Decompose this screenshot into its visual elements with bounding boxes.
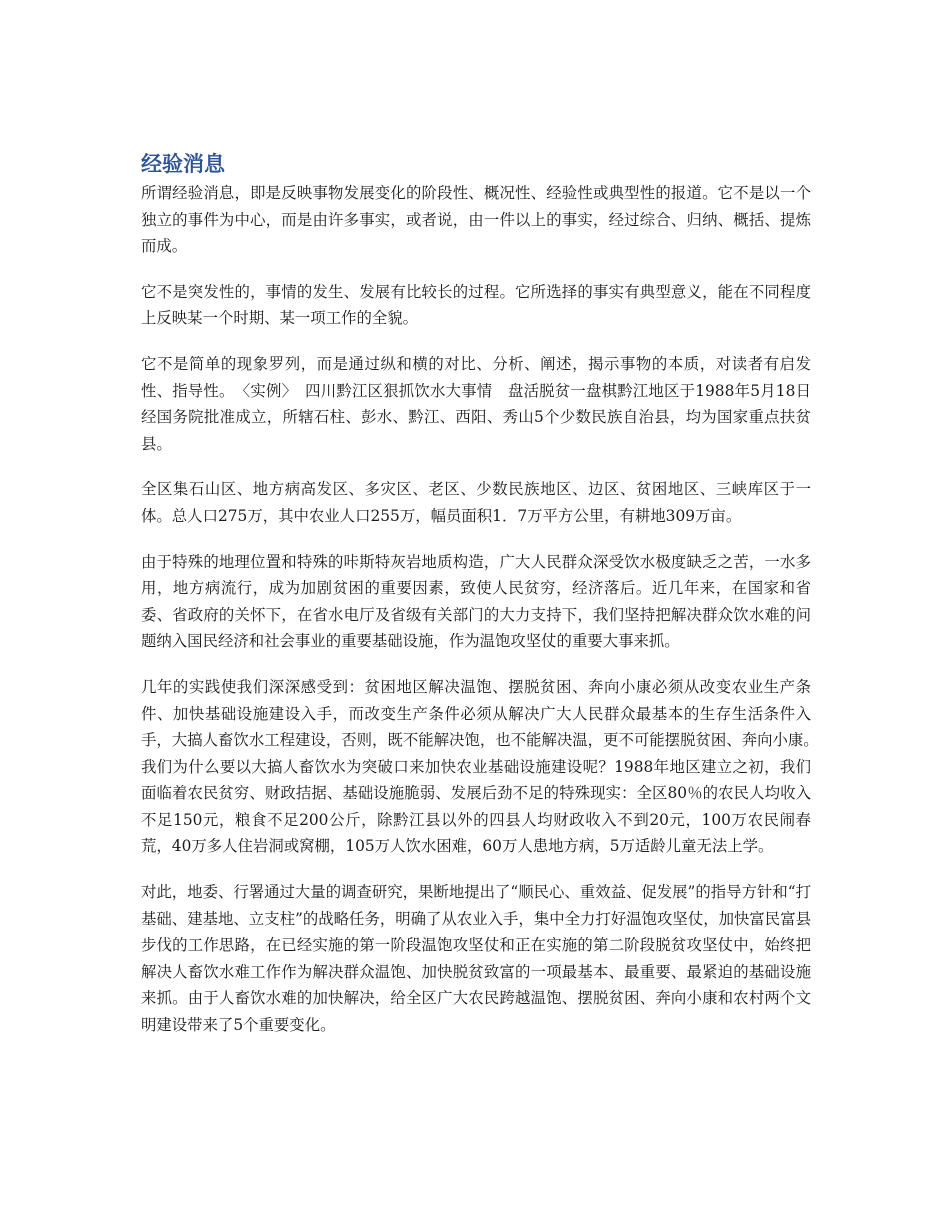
paragraph-6: 几年的实践使我们深深感受到：贫困地区解决温饱、摆脱贫困、奔向小康必须从改变农业生产条件、加快基础设施建设入手，而改变生产条件必须从解决广大人民群众最基本的生存生活条件入手，大搞人畜饮水工程建设，否则，既不能解决饱，也不能解决温，更不可能摆脱贫困、奔向小康。 我们为什么要以大搞人畜饮水为突破口来加快农业基础设施建设呢？1988年地区建立之初，我们面临着农民贫穷、财政拮据、基础设施脆弱、发展后劲不足的特殊现实：全区80％的农民人均收入不足150元，粮食不足200公斤，除黔江县以外的四县人均财政收入不到20元，100万农民闹春荒，40万多人住岩洞或窝棚，105万人饮水困难，60万人患地方病，5万适龄儿童无法上学。 bbox=[141, 677, 827, 856]
paragraph-2: 它不是突发性的，事情的发生、发展有比较长的过程。它所选择的事实有典型意义，能在不同程度上反映某一个时期、某一项工作的全貌。 bbox=[141, 282, 811, 328]
document-page bbox=[141, 148, 827, 1058]
paragraph-1: 所谓经验消息，即是反映事物发展变化的阶段性、概况性、经验性或典型性的报道。它不是以一个独立的事件为中心，而是由许多事实，或者说，由一件以上的事实，经过综合、归纳、概括、提炼而成。 bbox=[141, 184, 811, 256]
document-title: 经验消息 bbox=[141, 152, 225, 176]
paragraph-3: 它不是简单的现象罗列，而是通过纵和横的对比、分析、阐述，揭示事物的本质，对读者有启发性、指导性。 〈实例〉 四川黔江区狠抓饮水大事情 盘活脱贫一盘棋黔江地区于1988年5月18日经国务院批准成立，所辖石柱、彭水、黔江、西阳、秀山5个少数民族自治县，均为国家重点扶贫县。 bbox=[141, 354, 811, 453]
paragraph-5: 由于特殊的地理位置和特殊的咔斯特灰岩地质构造，广大人民群众深受饮水极度缺乏之苦，一水多用，地方病流行，成为加剧贫困的重要因素，致使人民贫穷，经济落后。近几年来，在国家和省委、省政府的关怀下，在省水电厅及省级有关部门的大力支持下，我们坚持把解决群众饮水难的问题纳入国民经济和社会事业的重要基础设施，作为温饱攻坚仗的重要大事来抓。 bbox=[141, 552, 811, 651]
paragraph-4: 全区集石山区、地方病高发区、多灾区、老区、少数民族地区、边区、贫困地区、三峡库区于一体。总人口275万，其中农业人口255万，幅员面积1．7万平方公里，有耕地309万亩。 bbox=[141, 480, 811, 525]
paragraph-7: 对此，地委、行署通过大量的调查研究，果断地提出了“顺民心、重效益、促发展”的指导方针和“打基础、建基地、立支柱”的战略任务，明确了从农业入手，集中全力打好温饱攻坚仗，加快富民富县步伐的工作思路，在已经实施的第一阶段温饱攻坚仗和正在实施的第二阶段脱贫攻坚仗中，始终把解决人畜饮水难工作作为解决群众温饱、加快脱贫致富的一项最基本、最重要、最紧迫的基础设施来抓。由于人畜饮水难的加快解决，给全区广大农民跨越温饱、摆脱贫困、奔向小康和农村两个文明建设带来了5个重要变化。 bbox=[141, 883, 812, 1035]
